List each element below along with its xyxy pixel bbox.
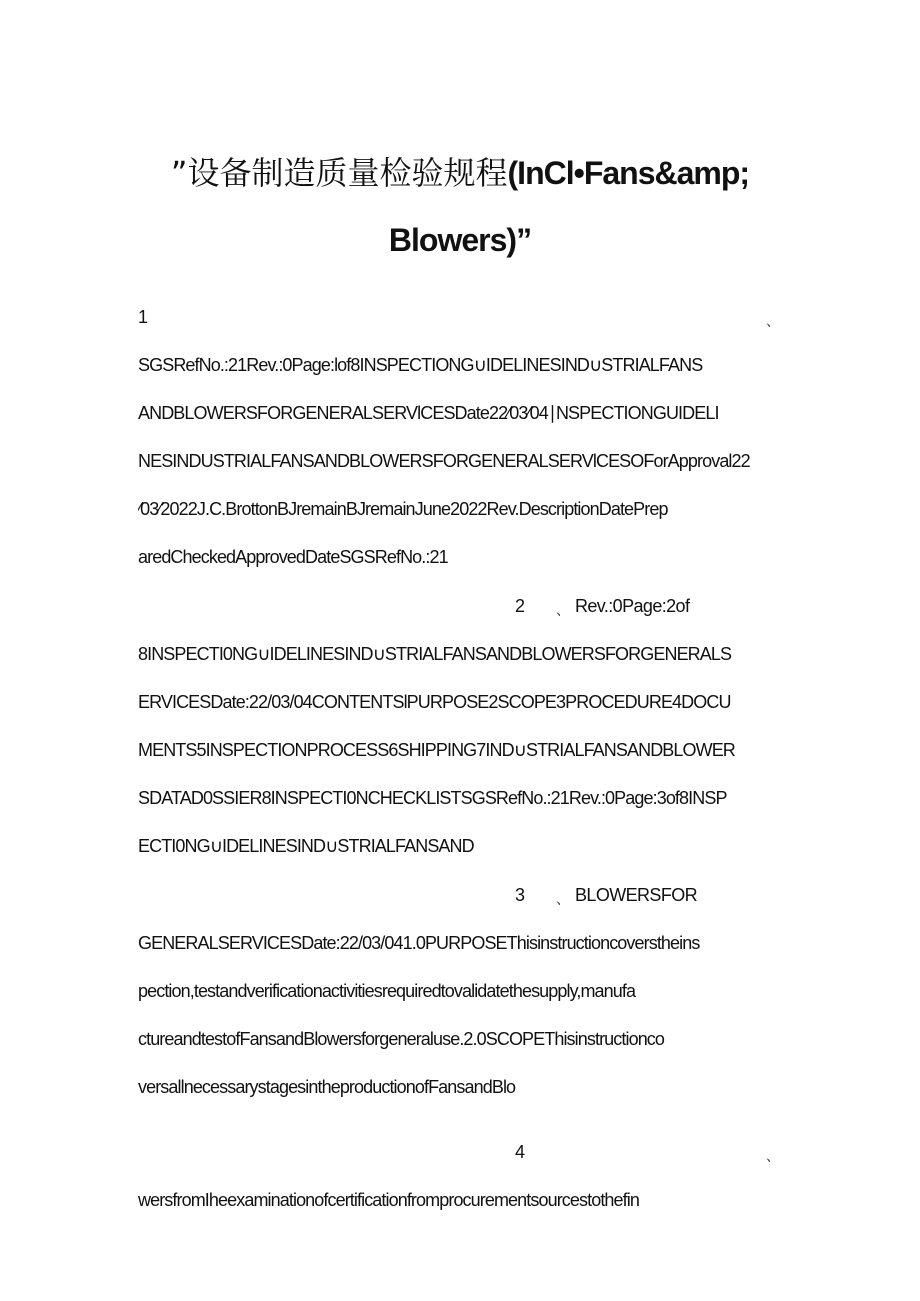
- section-2-mark: 、: [556, 602, 570, 618]
- section-1-line-1: SGSRefNo.:21Rev.:0Page:lof8INSPECTIONG∪IDELINESIND∪STRIALFANS: [138, 355, 703, 375]
- section-1-mark: 、: [766, 313, 780, 329]
- section-1-line-5: aredCheckedApprovedDateSGSRefNo.:21: [138, 547, 448, 567]
- title-chinese: ”设备制造质量检验规程: [170, 154, 508, 192]
- section-3-mark: 、: [556, 891, 570, 907]
- document-title-line-1: [0, 148, 920, 194]
- section-3-line-1: GENERALSERVICESDate:22/03/041.0PURPOSEThisinstructioncoverstheins: [138, 933, 700, 953]
- title-english-part: (InCl•Fans&amp;: [507, 155, 750, 191]
- section-3-line-4: versallnecessarystagesintheproductionofFansandBlo: [138, 1077, 516, 1097]
- section-1-line-4: ⁄03⁄2022J.C.BrottonBJremainBJremainJune2022Rev.DescriptionDatePrep: [138, 499, 668, 519]
- section-3-line-2: pection,testandverificationactivitiesrequiredtovalidatethesupply,manufa: [138, 981, 636, 1001]
- section-3-number: 3: [515, 885, 526, 905]
- section-2-line-2: ERVICESDate:22/03/04CONTENTSlPURPOSE2SCOPE3PROCEDURE4DOCU: [138, 692, 731, 712]
- section-2-line-3: MENTS5INSPECTIONPROCESS6SHIPPING7IND∪STRIALFANSANDBLOWER: [138, 740, 735, 760]
- section-4-line-1: wersfromIheexaminationofcertificationfromprocurementsourcestothefin: [138, 1190, 639, 1210]
- section-2-line-5: ECTI0NG∪IDELINESIND∪STRIALFANSAND: [138, 836, 474, 856]
- title-english-continued: Blowers)”: [388, 222, 532, 258]
- section-2-line-4: SDATAD0SSIER8INSPECTI0NCHECKLISTSGSRefNo.:21Rev.:0Page:3of8INSP: [138, 788, 727, 808]
- section-2-number: 2: [515, 596, 526, 616]
- section-2-line-1: 8INSPECTI0NG∪IDELINESIND∪STRIALFANSANDBLOWERSFORGENERALS: [138, 644, 732, 664]
- section-3-line-3: ctureandtestofFansandBlowersforgeneraluse.2.0SCOPEThisinstructionco: [138, 1029, 665, 1049]
- section-4-mark: 、: [766, 1148, 780, 1164]
- section-3-heading: BLOWERSFOR: [575, 885, 698, 905]
- section-1-line-2: ANDBLOWERSFORGENERALSERVlCESDate22⁄03⁄04∣NSPECTIONGUIDELI: [138, 403, 719, 423]
- section-2-heading: Rev.:0Page:2of: [575, 596, 690, 616]
- document-title-line-2: [0, 222, 920, 259]
- section-4-number: 4: [515, 1142, 526, 1162]
- section-1-number: 1: [138, 307, 149, 327]
- section-1-line-3: NESINDUSTRIALFANSANDBLOWERSFORGENERALSERVlCESOForApproval22: [138, 451, 750, 471]
